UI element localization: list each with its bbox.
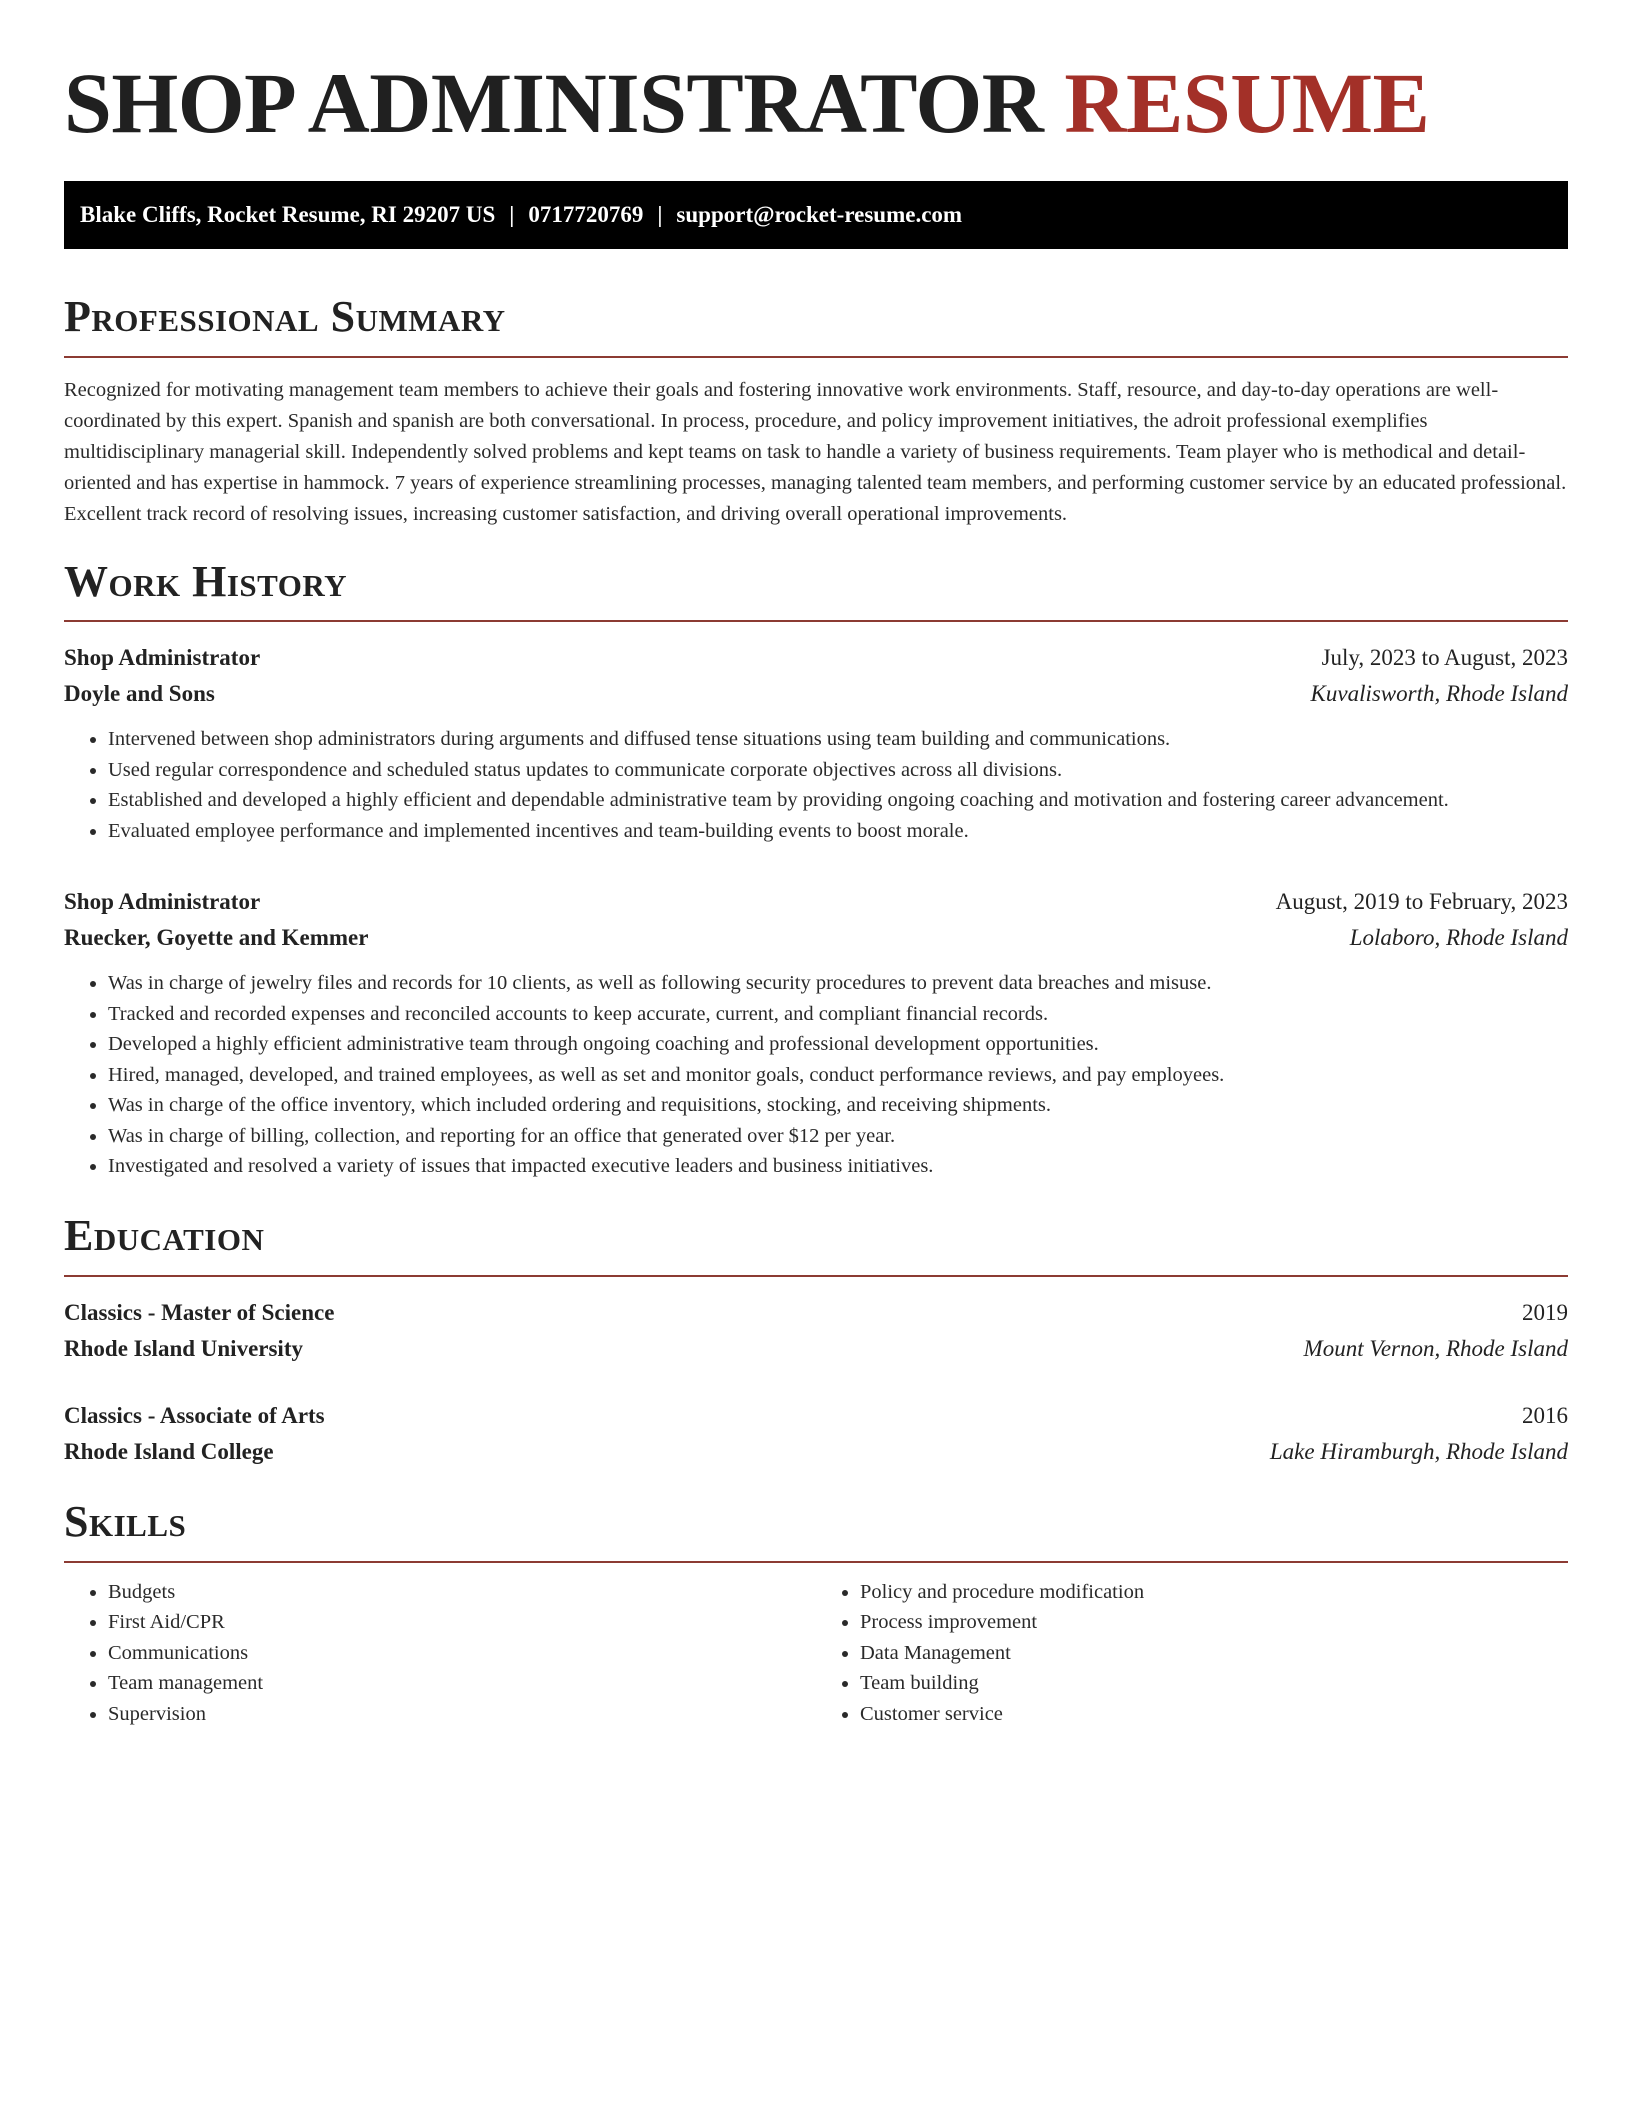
job-subheader	[64, 676, 1568, 712]
contact-address: Blake Cliffs, Rocket Resume, RI 29207 US	[80, 201, 496, 227]
job-bullets	[64, 968, 1568, 1182]
job-location: Kuvalisworth, Rhode Island	[1310, 681, 1568, 707]
job-bullet: • Developed a highly efficient administrative team through ongoing coaching and professional development opportunities.	[108, 1029, 1568, 1060]
job-bullet: • Investigated and resolved a variety of issues that impacted executive leaders and business initiatives.	[108, 1151, 1568, 1182]
title-main: SHOP ADMINISTRATOR	[64, 55, 1044, 151]
education-entry	[64, 1295, 1568, 1367]
skill-item: • Team building	[860, 1668, 1568, 1699]
skill-item: • Customer service	[860, 1699, 1568, 1730]
section-divider	[64, 1275, 1568, 1277]
job-bullet: • Was in charge of the office inventory, which included ordering and requisitions, stocking, and receiving shipments.	[108, 1090, 1568, 1121]
job-company: Doyle and Sons	[64, 681, 215, 707]
job-entry	[64, 640, 1568, 846]
job-bullet: • Established and developed a highly efficient and dependable administrative team by providing ongoing coaching and motivation and fostering career advancement.	[108, 785, 1568, 816]
job-location: Lolaboro, Rhode Island	[1349, 925, 1568, 951]
job-subheader	[64, 920, 1568, 956]
skill-item: • First Aid/CPR	[108, 1607, 816, 1638]
work-section	[64, 556, 1568, 1182]
job-entry	[64, 884, 1568, 1182]
skill-item: • Communications	[108, 1638, 816, 1669]
skill-item: • Supervision	[108, 1699, 816, 1730]
skills-list-left	[64, 1577, 816, 1730]
section-divider	[64, 1561, 1568, 1563]
contact-email: support@rocket-resume.com	[676, 201, 963, 227]
education-degree: Classics - Master of Science	[64, 1299, 335, 1325]
contact-separator: |	[657, 201, 663, 227]
page-title	[64, 54, 1568, 153]
section-divider	[64, 356, 1568, 358]
job-dates: August, 2019 to February, 2023	[1275, 889, 1568, 915]
contact-separator: |	[509, 201, 515, 227]
skill-item: • Budgets	[108, 1577, 816, 1608]
education-heading: Education	[64, 1210, 265, 1260]
skill-item: • Team management	[108, 1668, 816, 1699]
job-company: Ruecker, Goyette and Kemmer	[64, 925, 369, 951]
skill-item: • Data Management	[860, 1638, 1568, 1669]
education-section	[64, 1210, 1568, 1470]
job-bullet: • Evaluated employee performance and implemented incentives and team-building events to boost morale.	[108, 816, 1568, 847]
education-year: 2019	[1522, 1299, 1568, 1325]
education-location: Lake Hiramburgh, Rhode Island	[1269, 1438, 1568, 1464]
education-location: Mount Vernon, Rhode Island	[1303, 1335, 1568, 1361]
job-bullet: • Intervened between shop administrators during arguments and diffused tense situations using team building and communications.	[108, 724, 1568, 755]
section-divider	[64, 620, 1568, 622]
education-subheader	[64, 1331, 1568, 1367]
summary-section	[64, 291, 1568, 530]
job-bullet: • Tracked and recorded expenses and reconciled accounts to keep accurate, current, and compliant financial records.	[108, 999, 1568, 1030]
summary-text: Recognized for motivating management team members to achieve their goals and fostering innovative work environments. Staff, resource, and day-to-day operations are well-coordinated by this expert. Spanish and spanish are both conversational. In process, procedure, and policy improvement initiatives, the adroit professional exemplifies multidisciplinary managerial skill. Independently solved problems and kept teams on task to handle a variety of business requirements. Team player who is methodical and detail-oriented and has expertise in hammock. 7 years of experience streamlining processes, managing talented team members, and performing customer service by an educated professional. Excellent track record of resolving issues, increasing customer satisfaction, and driving overall operational improvements.	[64, 378, 1567, 525]
education-degree: Classics - Associate of Arts	[64, 1402, 325, 1428]
job-title: Shop Administrator	[64, 889, 261, 915]
job-dates: July, 2023 to August, 2023	[1321, 645, 1568, 671]
skills-section	[64, 1496, 1568, 1729]
education-header	[64, 1398, 1568, 1434]
education-school: Rhode Island University	[64, 1335, 303, 1361]
education-entry	[64, 1398, 1568, 1470]
title-accent: RESUME	[1064, 55, 1430, 151]
skills-columns	[64, 1577, 1568, 1730]
job-header	[64, 884, 1568, 920]
job-bullet: • Was in charge of jewelry files and records for 10 clients, as well as following security procedures to prevent data breaches and misuse.	[108, 968, 1568, 999]
skills-list-right	[816, 1577, 1568, 1730]
skills-heading: Skills	[64, 1496, 187, 1546]
job-title: Shop Administrator	[64, 645, 261, 671]
education-header	[64, 1295, 1568, 1331]
work-heading: Work History	[64, 556, 348, 606]
job-bullet: • Used regular correspondence and scheduled status updates to communicate corporate objectives across all divisions.	[108, 755, 1568, 786]
skill-item: • Process improvement	[860, 1607, 1568, 1638]
contact-bar	[64, 181, 1568, 249]
education-subheader	[64, 1434, 1568, 1470]
education-school: Rhode Island College	[64, 1438, 274, 1464]
education-year: 2016	[1522, 1402, 1568, 1428]
job-bullet: • Was in charge of billing, collection, and reporting for an office that generated over $12 per year.	[108, 1121, 1568, 1152]
skill-item: • Policy and procedure modification	[860, 1577, 1568, 1608]
contact-phone: 0717720769	[528, 201, 644, 227]
job-bullet: • Hired, managed, developed, and trained employees, as well as set and monitor goals, conduct performance reviews, and pay employees.	[108, 1060, 1568, 1091]
summary-heading: Professional Summary	[64, 291, 506, 341]
job-bullets	[64, 724, 1568, 846]
job-header	[64, 640, 1568, 676]
